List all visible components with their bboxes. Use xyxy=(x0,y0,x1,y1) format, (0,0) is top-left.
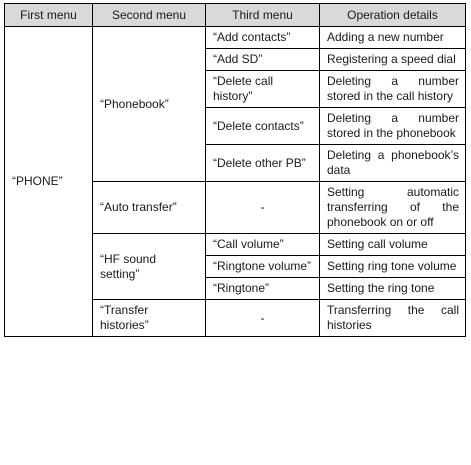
operation-details-cell: Setting ring tone volume xyxy=(320,256,466,278)
third-menu-cell: - xyxy=(206,300,320,337)
third-menu-cell: “Delete other PB” xyxy=(206,145,320,182)
operation-details-cell: Deleting a number stored in the phonebook xyxy=(320,108,466,145)
header-first-menu: First menu xyxy=(5,4,93,27)
third-menu-cell: - xyxy=(206,182,320,234)
second-menu-hf-sound-setting: “HF sound setting” xyxy=(93,234,206,300)
operation-details-cell: Registering a speed dial xyxy=(320,49,466,71)
third-menu-cell: “Delete contacts” xyxy=(206,108,320,145)
operation-details-cell: Adding a new number xyxy=(320,27,466,49)
third-menu-cell: “Add contacts” xyxy=(206,27,320,49)
third-menu-cell: “Delete call history” xyxy=(206,71,320,108)
header-operation-details: Operation details xyxy=(320,4,466,27)
table-row xyxy=(5,27,466,49)
operation-details-cell: Setting the ring tone xyxy=(320,278,466,300)
second-menu-phonebook: “Phonebook” xyxy=(93,27,206,182)
header-second-menu: Second menu xyxy=(93,4,206,27)
first-menu-phone: “PHONE” xyxy=(5,27,93,337)
operation-details-cell: Setting automatic transferring of the phonebook on or off xyxy=(320,182,466,234)
third-menu-cell: “Ringtone volume” xyxy=(206,256,320,278)
operation-details-cell: Transferring the call histories xyxy=(320,300,466,337)
header-third-menu: Third menu xyxy=(206,4,320,27)
operation-details-cell: Setting call volume xyxy=(320,234,466,256)
operation-details-cell: Deleting a number stored in the call history xyxy=(320,71,466,108)
third-menu-cell: “Ringtone” xyxy=(206,278,320,300)
header-row xyxy=(5,4,466,27)
second-menu-auto-transfer: “Auto transfer” xyxy=(93,182,206,234)
third-menu-cell: “Call volume” xyxy=(206,234,320,256)
second-menu-transfer-histories: “Transfer histories” xyxy=(93,300,206,337)
third-menu-cell: “Add SD” xyxy=(206,49,320,71)
operation-details-cell: Deleting a phonebook’s data xyxy=(320,145,466,182)
phone-menu-table xyxy=(4,3,466,337)
